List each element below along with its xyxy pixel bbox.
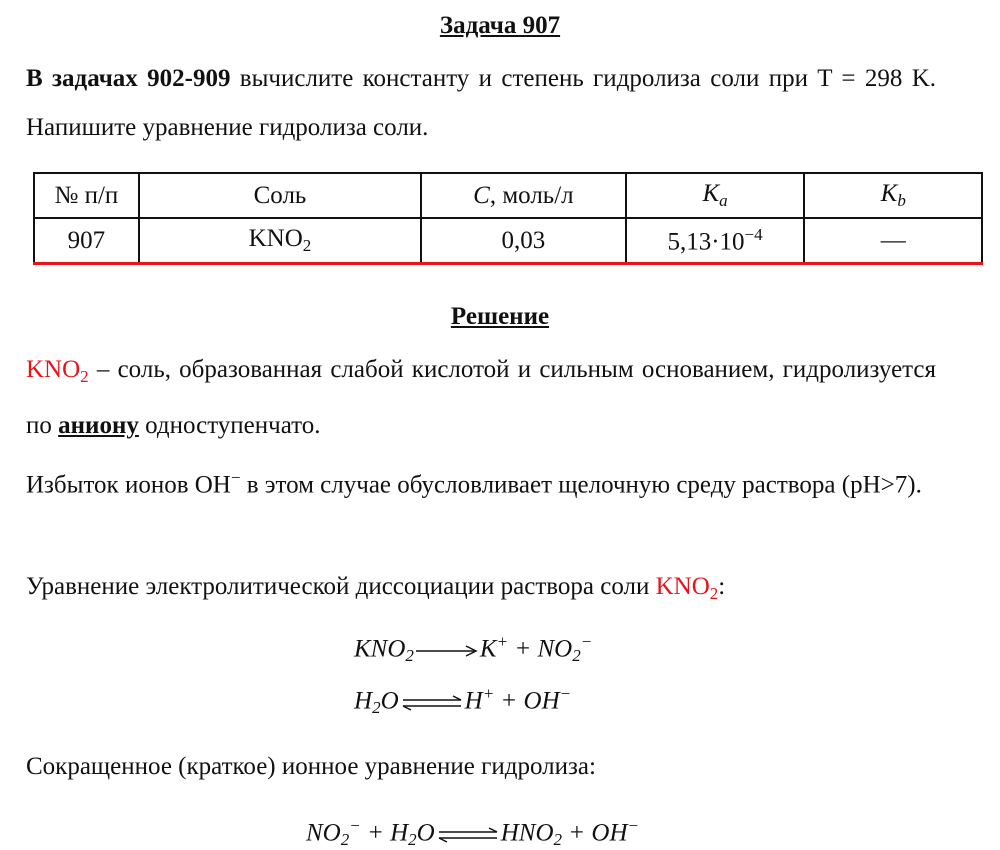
intro-bold: В задачах 902-909: [26, 65, 231, 92]
cell-conc: 0,03: [421, 218, 626, 264]
hydrolysis-equation: $NO_2^- + H_2O$ $HNO_2 + OH^-$: [306, 816, 639, 850]
solution-paragraph-1: $KNO_2$ – соль, образованная слабой кислотой и сильным основанием, гидролизуется по аниону одноступенчато.: [26, 356, 936, 439]
formula-kno2-2: $KNO_2$: [655, 573, 719, 603]
header-conc: C, моль/л: [421, 173, 626, 218]
water-dissociation-equation: $H_2O$ H+ + OH−: [354, 684, 572, 718]
cell-salt: $KNO_2$: [139, 218, 421, 264]
dissociation-equation: $KNO_2$ $K^+ + NO_2^-$: [354, 632, 593, 666]
header-salt: Соль: [139, 173, 421, 218]
solution-paragraph-3: Уравнение электролитической диссоциации раствора соли $KNO_2$:: [26, 573, 726, 603]
cell-kb: —: [804, 218, 982, 264]
anion-word: аниону: [58, 411, 139, 439]
table-header-row: [34, 173, 982, 218]
cell-ka: $5,13\cdot 10^{-4}$: [626, 218, 805, 264]
header-kb: $K_b$: [804, 173, 982, 218]
equilibrium-arrow-icon-2: [437, 827, 499, 843]
intro-text: вычислите константу и степень гидролиза соли при T = 298 K. Напишите уравнение гидролиза соли.: [26, 65, 936, 141]
solution-title: Решение: [450, 303, 550, 330]
table-row: [34, 218, 982, 264]
equilibrium-arrow-icon: [401, 695, 463, 711]
solution-paragraph-2: Избыток ионов OH− в этом случае обусловливает щелочную среду раствора (pH>7).: [26, 468, 922, 499]
intro-paragraph: [26, 54, 936, 152]
formula-kno2: $KNO_2$: [26, 356, 89, 386]
header-num: № п/п: [34, 173, 139, 218]
task-title: Задача 907: [439, 12, 561, 39]
cell-num: 907: [34, 218, 139, 264]
header-ka: $K_a$: [626, 173, 805, 218]
task-table: [33, 172, 983, 265]
right-arrow-icon: [416, 643, 478, 659]
solution-paragraph-4: Сокращенное (краткое) ионное уравнение гидролиза:: [26, 753, 596, 780]
